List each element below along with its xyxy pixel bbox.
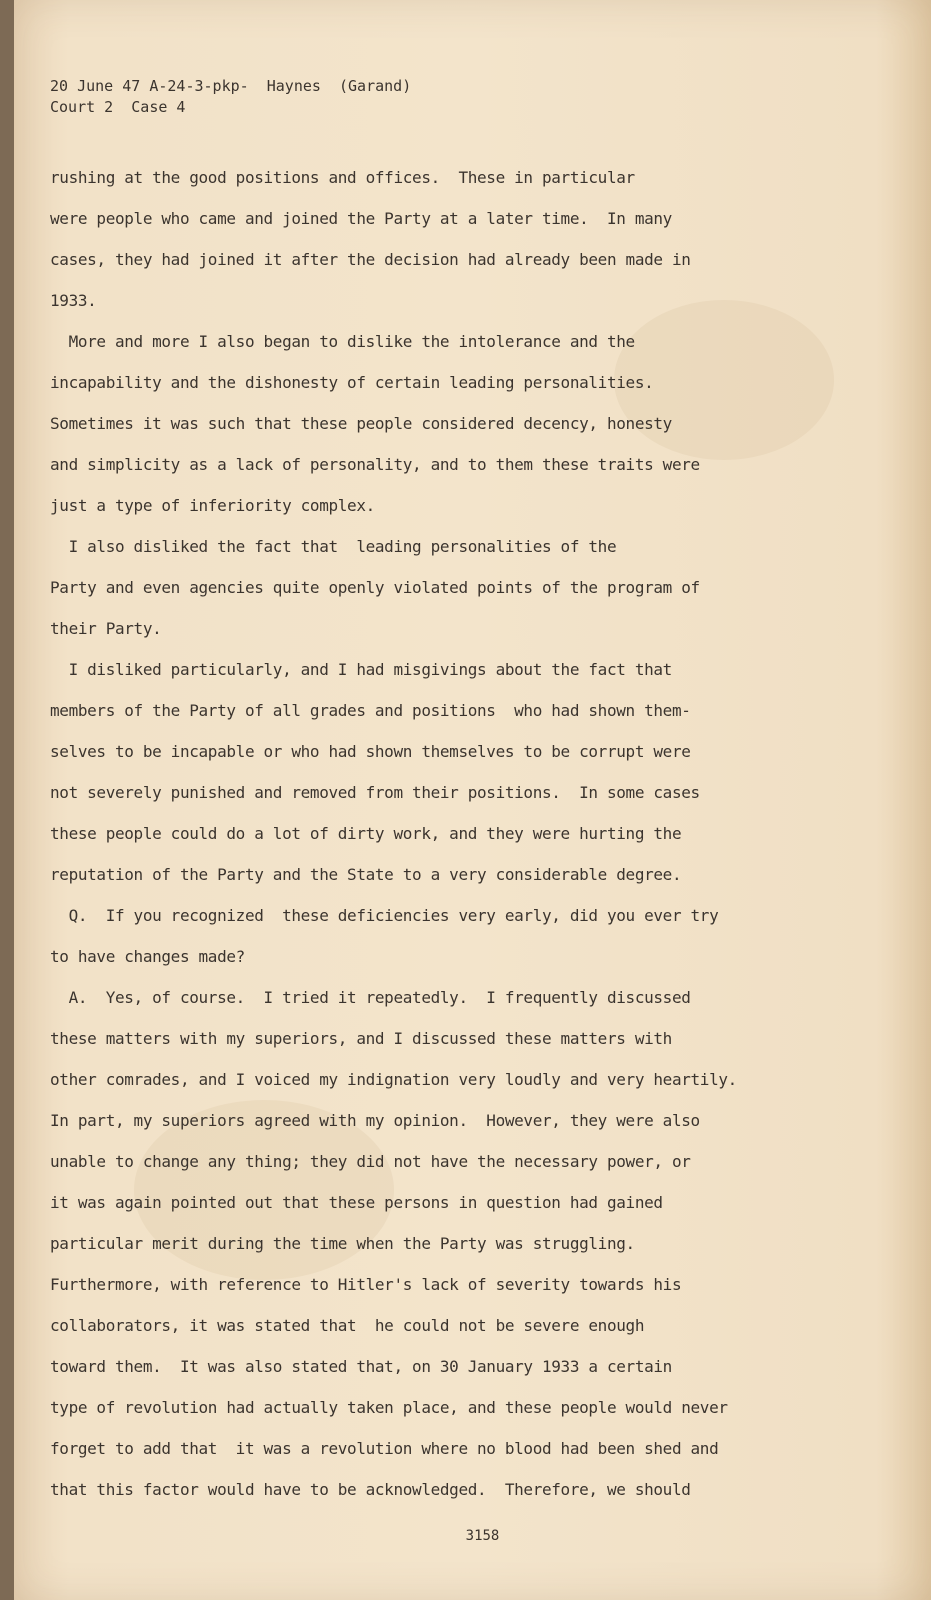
transcript-body <box>50 157 850 1510</box>
transcript-line: and simplicity as a lack of personality, and to them these traits were <box>50 455 700 474</box>
transcript-line: members of the Party of all grades and positions who had shown them- <box>50 701 691 720</box>
transcript-line: that this factor would have to be acknowledged. Therefore, we should <box>50 1480 691 1499</box>
transcript-line: rushing at the good positions and offices. These in particular <box>50 168 635 187</box>
transcript-line: it was again pointed out that these persons in question had gained <box>50 1193 663 1212</box>
transcript-line: reputation of the Party and the State to a very considerable degree. <box>50 865 682 884</box>
transcript-line: these matters with my superiors, and I discussed these matters with <box>50 1029 672 1048</box>
header-date-line: 20 June 47 A-24-3-pkp- Haynes (Garand) <box>50 77 412 95</box>
transcript-line: unable to change any thing; they did not have the necessary power, or <box>50 1152 691 1171</box>
transcript-line: just a type of inferiority complex. <box>50 496 375 515</box>
page-number: 3158 <box>465 1528 500 1544</box>
transcript-line: incapability and the dishonesty of certain leading personalities. <box>50 373 654 392</box>
transcript-line: to have changes made? <box>50 947 245 966</box>
document-page <box>14 0 931 1600</box>
transcript-line: other comrades, and I voiced my indignation very loudly and very heartily. <box>50 1070 737 1089</box>
transcript-line: their Party. <box>50 619 162 638</box>
transcript-line: not severely punished and removed from their positions. In some cases <box>50 783 700 802</box>
transcript-line: particular merit during the time when the Party was struggling. <box>50 1234 635 1253</box>
transcript-line: these people could do a lot of dirty work, and they were hurting the <box>50 824 682 843</box>
transcript-line: I disliked particularly, and I had misgivings about the fact that <box>50 660 672 679</box>
transcript-line: toward them. It was also stated that, on 30 January 1933 a certain <box>50 1357 672 1376</box>
transcript-line: Q. If you recognized these deficiencies very early, did you ever try <box>50 906 719 925</box>
transcript-line: Party and even agencies quite openly violated points of the program of <box>50 578 700 597</box>
header-court-line: Court 2 Case 4 <box>50 98 186 116</box>
transcript-line: More and more I also began to dislike the intolerance and the <box>50 332 635 351</box>
transcript-line: type of revolution had actually taken place, and these people would never <box>50 1398 728 1417</box>
transcript-line: I also disliked the fact that leading personalities of the <box>50 537 617 556</box>
transcript-line: A. Yes, of course. I tried it repeatedly. I frequently discussed <box>50 988 691 1007</box>
transcript-line: cases, they had joined it after the decision had already been made in <box>50 250 691 269</box>
transcript-line: Sometimes it was such that these people considered decency, honesty <box>50 414 672 433</box>
transcript-line: were people who came and joined the Party at a later time. In many <box>50 209 672 228</box>
transcript-line: forget to add that it was a revolution where no blood had been shed and <box>50 1439 719 1458</box>
transcript-line: In part, my superiors agreed with my opinion. However, they were also <box>50 1111 700 1130</box>
transcript-line: Furthermore, with reference to Hitler's lack of severity towards his <box>50 1275 682 1294</box>
document-header <box>50 76 411 118</box>
transcript-line: 1933. <box>50 291 97 310</box>
transcript-line: selves to be incapable or who had shown themselves to be corrupt were <box>50 742 691 761</box>
transcript-line: collaborators, it was stated that he could not be severe enough <box>50 1316 645 1335</box>
